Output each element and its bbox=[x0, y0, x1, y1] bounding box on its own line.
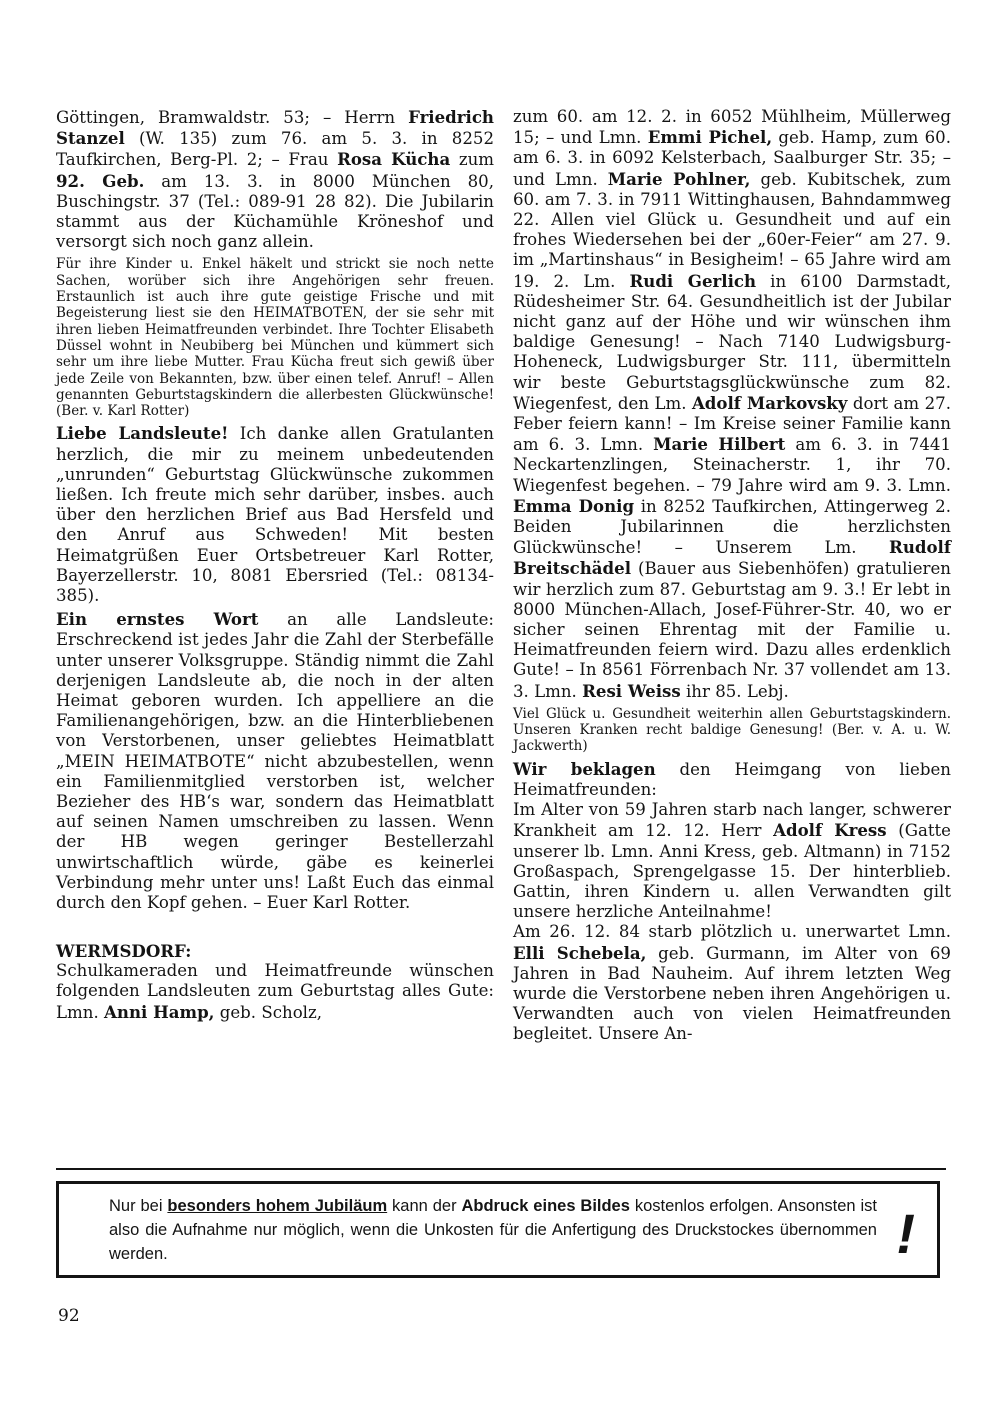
article-paragraph bbox=[56, 961, 494, 1023]
article-paragraph bbox=[513, 922, 951, 1044]
text-run: in 8252 Taufkirchen, Attingerweg 2. Beiden Jubilarinnen die herzlichsten Glückwünsche! – Unserem Lm. bbox=[513, 496, 951, 558]
name-bold: Resi Weiss bbox=[582, 680, 681, 701]
name-bold: Rudolf Breitschädel bbox=[513, 537, 951, 579]
text-run: Im Alter von 59 Jahren starb nach langer, schwerer Krankheit am 12. 12. Herr bbox=[513, 800, 951, 841]
text-run: an alle Landsleute: Erschreckend ist jedes Jahr die Zahl der Sterbefälle unter unserer Volksgruppe. Ständig nimmt die Zahl derjenigen Landsleute ab, die noch in der alten Heimat geboren wurden. Ich appelliere an die Familienangehörigen, bzw. an die Hinterbliebenen von Verstorbenen, unser geliebtes Heimatblatt „MEIN HEIMATBOTE“ nicht abzubestellen, wenn ein Familienmitglied verstorben ist, welcher Bezieher des HB‘s war, sondern das Heimatblatt auf seinen Namen umschreiben zu lassen. Wenn der HB wegen geringer Bestellerzahl unwirtschaftlich würde, gäbe es keinerlei Verbindung mehr unter uns! Laßt Euch das einmal durch den Kopf gehen. – Euer Karl Rotter. bbox=[56, 610, 494, 913]
notice-box bbox=[56, 1181, 940, 1278]
name-bold: Rudi Gerlich bbox=[629, 270, 757, 291]
notice-text: kann der bbox=[387, 1197, 462, 1215]
exclamation-mark-icon: ! bbox=[896, 1202, 915, 1265]
article-paragraph bbox=[513, 759, 951, 800]
name-bold: Elli Schebela, bbox=[513, 942, 647, 963]
text-run: (W. 135) zum 76. am 5. 3. in 8252 Taufkirchen, Berg-Pl. 2; – Frau bbox=[56, 129, 494, 170]
text-run: zum 60. am 12. 2. in 6052 Mühlheim, Müllerweg 15; – und Lmn. bbox=[513, 107, 951, 148]
text-bold: 92. Geb. bbox=[56, 170, 145, 191]
text-run: am 6. 3. in 7441 Neckartenzlingen, Steinacherstr. 1, ihr 70. Wiegenfest begehen. – 79 Jahre wird am 9. 3. Lmn. bbox=[513, 435, 952, 495]
text-run: geb. Gurmann, im Alter von 69 Jahren in Bad Nauheim. Auf ihrem letzten Weg wurde die Verstorbene neben ihren Angehörigen u. Verwandten auch von vielen Heimatfreunden begleitet. Unsere An- bbox=[513, 943, 951, 1044]
name-bold: Adolf Markovsky bbox=[691, 392, 848, 413]
text-run: geb. Hamp, zum 60. am 6. 3. in 6092 Kelsterbach, Saalburger Str. 35; – und Lmn. bbox=[513, 128, 951, 189]
small-print-paragraph: Für ihre Kinder u. Enkel häkelt und strickt sie noch nette Sachen, worüber sich ihre Angehörigen sehr freuen. Erstaunlich ist auch ihre gute geistige Frische und mit Begeisterung liest sie den HEIMATBOTEN, der sie sehr mit ihren lieben Heimatfreunden verbindet. Ihre Tochter Elisabeth Düssel wohnt in Neubiberg bei München und kümmert sich sehr um ihre liebe Mutter. Frau Kücha freut sich gewiß über jede Zeile von Bekannten, bzw. über einen telef. Anruf! – Allen genannten Geburtstagskindern die allerbesten Glückwünsche! (Ber. v. Karl Rotter) bbox=[56, 256, 494, 420]
text-run: (Bauer aus Siebenhöfen) gratulieren wir herzlich zum 87. Geburtstag am 9. 3.! Er lebt in 8000 München-Allach, Josef-Führer-Str. 40, wo er sicher seinen Ehrentag mit der Familie u. Heimatfreunden feiern wird. Dazu alles erdenklich Gute! – In 8561 Förrenbach Nr. 37 vollendet am 13. 3. Lmn. bbox=[513, 559, 951, 701]
notice-text: Nur bei bbox=[109, 1197, 168, 1215]
text-run: Göttingen, Bramwaldstr. 53; – Herrn bbox=[56, 108, 409, 127]
text-run: am 13. 3. in 8000 München 80, Buschingstr. 37 (Tel.: 089-91 28 82). Die Jubilarin stammt aus der Küchamühle Kröneshof und versorgt sich noch ganz allein. bbox=[56, 171, 494, 252]
lead-in-bold: Ein ernstes Wort bbox=[56, 609, 259, 630]
article-paragraph bbox=[513, 107, 951, 702]
lead-in-bold: Liebe Landsleute! bbox=[56, 423, 229, 444]
text-run: Ich danke allen Gratulanten herzlich, die mir zu meinem unbedeutenden „unrunden“ Geburtstag Glückwünsche zukommen ließen. Ich freute mich sehr darüber, insbes. auch über den herzlichen Brief aus Bad Hersfeld und den Anruf aus Schweden! Mit besten Heimatgrüßen Euer Ortsbetreuer Karl Rotter, Bayerzellerstr. 10, 8081 Ebersried (Tel.: 08134-385). bbox=[56, 424, 494, 606]
page-number: 92 bbox=[58, 1306, 80, 1326]
article-paragraph bbox=[513, 800, 951, 922]
text-run: dort am 27. Feber feiern kann! – Im Kreise seiner Familie kann am 6. 3. Lmn. bbox=[513, 393, 951, 455]
lead-in-bold: Wir beklagen bbox=[513, 758, 656, 779]
name-bold: Marie Hilbert bbox=[653, 434, 786, 455]
right-column bbox=[513, 107, 951, 1045]
name-bold: Marie Pohlner, bbox=[607, 168, 751, 189]
text-run: zum bbox=[450, 150, 494, 170]
name-bold: Adolf Kress bbox=[773, 820, 887, 841]
text-run: ihr 85. Lebj. bbox=[680, 681, 789, 701]
name-bold: Friedrich Stanzel bbox=[56, 107, 494, 149]
name-bold: Rosa Kücha bbox=[337, 149, 451, 170]
article-paragraph bbox=[56, 609, 494, 913]
text-run: (Gatte unserer lb. Lmn. Anni Kress, geb. Altmann) in 7152 Großaspach, Sprengelgasse 15. Der hinterblieb. Gattin, ihren Kindern u. allen Verwandten gilt unsere herzliche Anteilnahme! bbox=[513, 821, 952, 922]
left-column bbox=[56, 107, 494, 1023]
text-run: geb. Kubitschek, zum 60. am 7. 3. in 7911 Wittinghausen, Bahndammweg 22. Allen viel Glück u. Gesundheit und auf ein frohes Wiedersehen bei der „60er-Feier“ am 27. 9. im „Martinshaus“ in Besigheim! – 65 Jahre wird am 19. 2. Lm. bbox=[513, 169, 952, 291]
small-print-paragraph: Viel Glück u. Gesundheit weiterhin allen Geburtstagskindern. Unseren Kranken recht baldige Genesung! (Ber. v. A. u. W. Jackwerth) bbox=[513, 705, 951, 755]
name-bold: Emma Donig bbox=[513, 495, 635, 516]
notice-text: kostenlos erfolgen. Ansonsten ist also die Aufnahme nur möglich, wenn die Unkosten für die Anfertigung des Druckstockes übernommen werden. bbox=[109, 1197, 877, 1263]
name-bold: Anni Hamp, bbox=[104, 1001, 215, 1022]
notice-emphasis: besonders hohem Jubiläum bbox=[167, 1197, 388, 1215]
text-run: in 6100 Darmstadt, Rüdesheimer Str. 64. Gesundheitlich ist der Jubilar nicht ganz auf der Höhe und wir wünschen ihm baldige Genesung! – Nach 7140 Ludwigsburg-Hoheneck, Ludwigsburger Str. 111, übermitteln wir beste Geburtstagsglückwünsche zum 82. Wiegenfest, den Lm. bbox=[513, 271, 952, 413]
article-paragraph bbox=[56, 107, 494, 252]
notice-section bbox=[56, 1168, 946, 1288]
section-heading: WERMSDORF: bbox=[56, 941, 192, 962]
article-paragraph bbox=[56, 423, 494, 606]
text-run: Schulkameraden und Heimatfreunde wünschen folgenden Landsleuten zum Geburtstag alles Gute: Lmn. bbox=[56, 961, 494, 1022]
notice-emphasis: Abdruck eines Bildes bbox=[461, 1197, 630, 1215]
text-run: Am 26. 12. 84 starb plötzlich u. unerwartet Lmn. bbox=[513, 922, 951, 942]
text-run: den Heimgang von lieben Heimatfreunden: bbox=[513, 759, 951, 799]
name-bold: Emmi Pichel, bbox=[647, 127, 773, 148]
text-run: geb. Scholz, bbox=[214, 1002, 323, 1022]
